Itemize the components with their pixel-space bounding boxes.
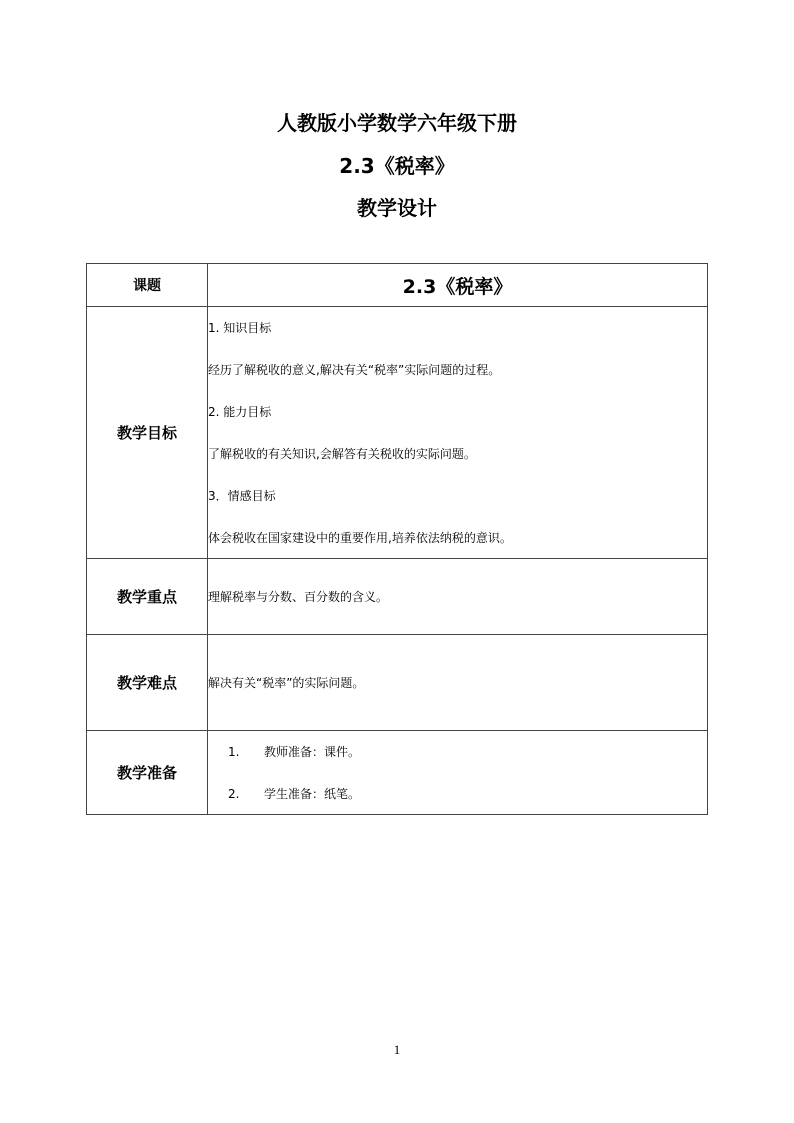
topic-label: 课题 [87,264,208,307]
list-item-text: 教师准备：课件。 [264,744,361,759]
goals-label: 教学目标 [87,307,208,559]
table-row [87,307,708,559]
goals-cell [208,307,708,559]
table-row [87,635,708,731]
goal-line: 3．情感目标 [208,488,276,503]
document-title: 人教版小学数学六年级下册 [277,111,517,135]
goal-line: 1. 知识目标 [208,320,272,335]
goal-line: 2. 能力目标 [208,404,272,419]
table-row [87,559,708,635]
document-type: 教学设计 [357,196,437,220]
topic-value: 2.3《税率》 [402,275,513,298]
list-item-number: 1. [228,744,240,759]
difficulties-value: 解决有关“税率”的实际问题。 [208,675,365,690]
list-item [208,787,707,801]
list-item [208,745,707,759]
goal-line: 体会税收在国家建设中的重要作用,培养依法纳税的意识。 [208,530,512,545]
key-points-label: 教学重点 [87,559,208,635]
page-number: 1 [393,1042,401,1057]
goal-line: 经历了解税收的意义,解决有关“税率”实际问题的过程。 [208,362,501,377]
lesson-title: 2.3《税率》 [339,154,455,178]
difficulties-cell [208,635,708,731]
key-points-cell [208,559,708,635]
list-item-text: 学生准备：纸笔。 [264,786,361,801]
lesson-plan-table [86,263,708,815]
list-item-number: 2. [228,786,240,801]
difficulties-label: 教学难点 [87,635,208,731]
preparation-cell [208,731,708,815]
preparation-label: 教学准备 [87,731,208,815]
table-row [87,264,708,307]
key-points-value: 理解税率与分数、百分数的含义。 [208,589,389,604]
goal-line: 了解税收的有关知识,会解答有关税收的实际问题。 [208,446,476,461]
table-row [87,731,708,815]
topic-cell [208,264,708,307]
